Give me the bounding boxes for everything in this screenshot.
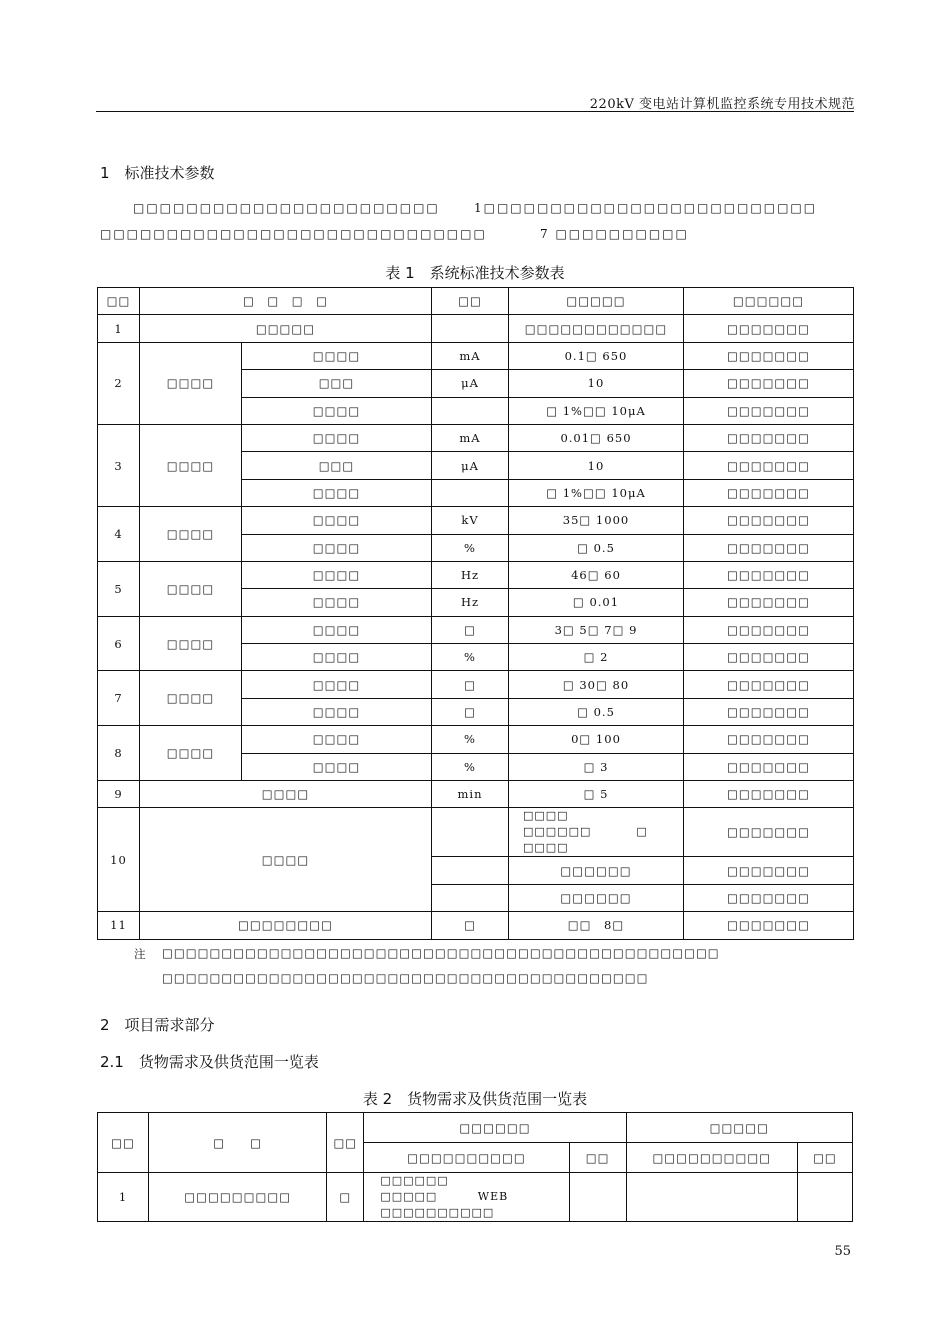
row-value: 0□ 100: [509, 726, 684, 753]
row-unit: [432, 808, 509, 857]
row-no: 3: [98, 424, 140, 506]
row-name: □□□□: [140, 808, 432, 912]
value-part-d: □□□□: [523, 841, 569, 855]
row-group: □□□□: [140, 616, 242, 671]
row-item: □□□□: [242, 589, 432, 616]
header-sub-1: □□□□□□□□□□: [364, 1143, 569, 1173]
row-unit: □: [432, 912, 509, 939]
row-value: □ 0.5: [509, 534, 684, 561]
row-item: □□□: [242, 452, 432, 479]
row-unit: %: [432, 644, 509, 671]
row-response: □□□□□□□: [684, 315, 854, 342]
desc-part-a: □□□□□□: [380, 1174, 449, 1187]
row-name: □□□□: [140, 781, 432, 808]
row-unit: kV: [432, 507, 509, 534]
table-header-row: [98, 1113, 853, 1143]
row-item: □□□□: [242, 616, 432, 643]
row-name: □□□□□□□□□: [149, 1173, 327, 1222]
table-row: [98, 342, 854, 369]
row-value: □ 0.01: [509, 589, 684, 616]
table-row: [98, 671, 854, 698]
table-row: [98, 781, 854, 808]
row-unit: [432, 884, 509, 911]
row-unit: mA: [432, 342, 509, 369]
row-description: [364, 1173, 569, 1222]
row-unit: □: [327, 1173, 364, 1222]
note-label: 注: [134, 947, 147, 961]
row-response: □□□□□□□: [684, 479, 854, 506]
table-row: [98, 808, 854, 857]
table-row: [98, 1173, 853, 1222]
row-response: □□□□□□□: [684, 370, 854, 397]
row-cell-empty: [626, 1173, 797, 1222]
row-no: 10: [98, 808, 140, 912]
row-response: □□□□□□□: [684, 753, 854, 780]
row-unit: μA: [432, 452, 509, 479]
row-cell-empty: [797, 1173, 852, 1222]
row-response: □□□□□□□: [684, 616, 854, 643]
row-value: □ 0.5: [509, 698, 684, 725]
row-no: 6: [98, 616, 140, 671]
row-item: □□□: [242, 370, 432, 397]
table-row: [98, 616, 854, 643]
row-item: □□□□: [242, 534, 432, 561]
note-line-2: □□□□□□□□□□□□□□□□□□□□□□□□□□□□□□□□□□□□□□□□□: [162, 971, 649, 985]
table-row: [98, 507, 854, 534]
header-unit: □□: [432, 288, 509, 315]
header-no: □□: [98, 1113, 149, 1173]
desc-part-b: □□□□□: [380, 1190, 438, 1203]
row-unit: [432, 857, 509, 884]
row-response: □□□□□□□: [684, 397, 854, 424]
header-group-1: □□□□□□: [364, 1113, 626, 1143]
row-unit: [432, 397, 509, 424]
table-1-caption: 表 1 系统标准技术参数表: [385, 264, 565, 282]
value-part-c: □: [636, 825, 648, 839]
table-row: [98, 726, 854, 753]
header-name: □ □: [149, 1113, 327, 1173]
row-item: □□□□: [242, 561, 432, 588]
page-number: 55: [834, 1244, 851, 1259]
desc-part-c: WEB: [477, 1190, 509, 1203]
paragraph-line-1-right: 1□□□□□□□□□□□□□□□□□□□□□□□□□: [474, 201, 818, 215]
header-value: □□□□□: [509, 288, 684, 315]
row-value: 10: [509, 370, 684, 397]
paragraph-line-2-left: □□□□□□□□□□□□□□□□□□□□□□□□□□□□□: [100, 227, 487, 241]
row-item: □□□□: [242, 671, 432, 698]
row-no: 1: [98, 1173, 149, 1222]
row-value: □ 1%□□ 10μA: [509, 397, 684, 424]
row-no: 9: [98, 781, 140, 808]
header-sub-3: □□□□□□□□□□: [626, 1143, 797, 1173]
row-unit: □: [432, 671, 509, 698]
row-response: □□□□□□□: [684, 698, 854, 725]
row-group: □□□□: [140, 726, 242, 781]
row-response: □□□□□□□: [684, 589, 854, 616]
note-line-1: □□□□□□□□□□□□□□□□□□□□□□□□□□□□□□□□□□□□□□□□□□□□□□□: [162, 946, 720, 960]
row-unit: [432, 315, 509, 342]
row-response: □□□□□□□: [684, 424, 854, 451]
row-unit: Hz: [432, 561, 509, 588]
header-unit: □□: [327, 1113, 364, 1173]
row-unit: %: [432, 753, 509, 780]
header-response: □□□□□□: [684, 288, 854, 315]
row-item: □□□□: [242, 397, 432, 424]
desc-part-d: □□□□□□□□□□: [380, 1206, 495, 1219]
row-response: □□□□□□□: [684, 507, 854, 534]
row-item: □□□□: [242, 644, 432, 671]
row-value: □□□□□□: [509, 884, 684, 911]
section-2-heading: 2 项目需求部分: [100, 1016, 215, 1034]
row-item: □□□□: [242, 479, 432, 506]
row-response: □□□□□□□: [684, 857, 854, 884]
supply-scope-table: [97, 1112, 853, 1222]
row-unit: □: [432, 616, 509, 643]
table-header-row: [98, 288, 854, 315]
header-sub-4: □□: [797, 1143, 852, 1173]
row-value-multiline: [509, 808, 684, 857]
table-row: [98, 561, 854, 588]
header-sub-2: □□: [569, 1143, 626, 1173]
table-row: [98, 315, 854, 342]
header-group-2: □□□□□: [626, 1113, 852, 1143]
row-value: 0.01□ 650: [509, 424, 684, 451]
row-name: □□□□□□□□: [140, 912, 432, 939]
row-value: □ 2: [509, 644, 684, 671]
row-value: □ 5: [509, 781, 684, 808]
row-no: 5: [98, 561, 140, 616]
row-response: □□□□□□□: [684, 808, 854, 857]
row-group: □□□□: [140, 342, 242, 424]
row-no: 7: [98, 671, 140, 726]
row-value: 35□ 1000: [509, 507, 684, 534]
row-no: 2: [98, 342, 140, 424]
row-response: □□□□□□□: [684, 561, 854, 588]
row-response: □□□□□□□: [684, 884, 854, 911]
row-item: □□□□: [242, 698, 432, 725]
row-unit: %: [432, 726, 509, 753]
value-part-b: □□□□□□: [523, 825, 592, 839]
row-group: □□□□: [140, 507, 242, 562]
row-unit: %: [432, 534, 509, 561]
technical-parameters-table: [97, 287, 854, 940]
row-value: □ 30□ 80: [509, 671, 684, 698]
section-1-heading: 1 标准技术参数: [100, 164, 215, 182]
row-no: 8: [98, 726, 140, 781]
row-unit: μA: [432, 370, 509, 397]
row-item: □□□□: [242, 507, 432, 534]
row-value: □□ 8□: [509, 912, 684, 939]
row-item: □□□□: [242, 753, 432, 780]
row-unit: mA: [432, 424, 509, 451]
row-name: □□□□□: [140, 315, 432, 342]
row-unit: [432, 479, 509, 506]
row-value: 0.1□ 650: [509, 342, 684, 369]
row-item: □□□□: [242, 342, 432, 369]
section-2-1-heading: 2.1 货物需求及供货范围一览表: [100, 1053, 319, 1071]
row-group: □□□□: [140, 424, 242, 506]
row-response: □□□□□□□: [684, 912, 854, 939]
table-row: [98, 424, 854, 451]
row-response: □□□□□□□: [684, 726, 854, 753]
row-value: 46□ 60: [509, 561, 684, 588]
row-value: □□□□□□: [509, 857, 684, 884]
row-item: □□□□: [242, 424, 432, 451]
row-cell-empty: [569, 1173, 626, 1222]
header-no: □□: [98, 288, 140, 315]
table-2-caption: 表 2 货物需求及供货范围一览表: [362, 1090, 588, 1108]
row-value: 10: [509, 452, 684, 479]
row-response: □□□□□□□: [684, 781, 854, 808]
row-group: □□□□: [140, 671, 242, 726]
row-unit: □: [432, 698, 509, 725]
row-response: □□□□□□□: [684, 342, 854, 369]
row-response: □□□□□□□: [684, 671, 854, 698]
header-rule: [96, 111, 854, 112]
paragraph-line-1-left: □□□□□□□□□□□□□□□□□□□□□□□: [133, 201, 440, 215]
row-response: □□□□□□□: [684, 644, 854, 671]
row-unit: Hz: [432, 589, 509, 616]
row-no: 11: [98, 912, 140, 939]
row-value: □ 3: [509, 753, 684, 780]
paragraph-line-2-right: 7 □□□□□□□□□□: [540, 227, 689, 241]
row-value: □□□□□□□□□□□□: [509, 315, 684, 342]
row-response: □□□□□□□: [684, 534, 854, 561]
row-no: 1: [98, 315, 140, 342]
table-row: [98, 912, 854, 939]
row-no: 4: [98, 507, 140, 562]
row-response: □□□□□□□: [684, 452, 854, 479]
row-group: □□□□: [140, 561, 242, 616]
row-item: □□□□: [242, 726, 432, 753]
header-item: □ □ □ □: [140, 288, 432, 315]
row-unit: min: [432, 781, 509, 808]
row-value: □ 1%□□ 10μA: [509, 479, 684, 506]
running-header: 220kV 变电站计算机监控系统专用技术规范: [589, 97, 855, 112]
value-part-a: □□□□: [523, 809, 569, 823]
row-value: 3□ 5□ 7□ 9: [509, 616, 684, 643]
